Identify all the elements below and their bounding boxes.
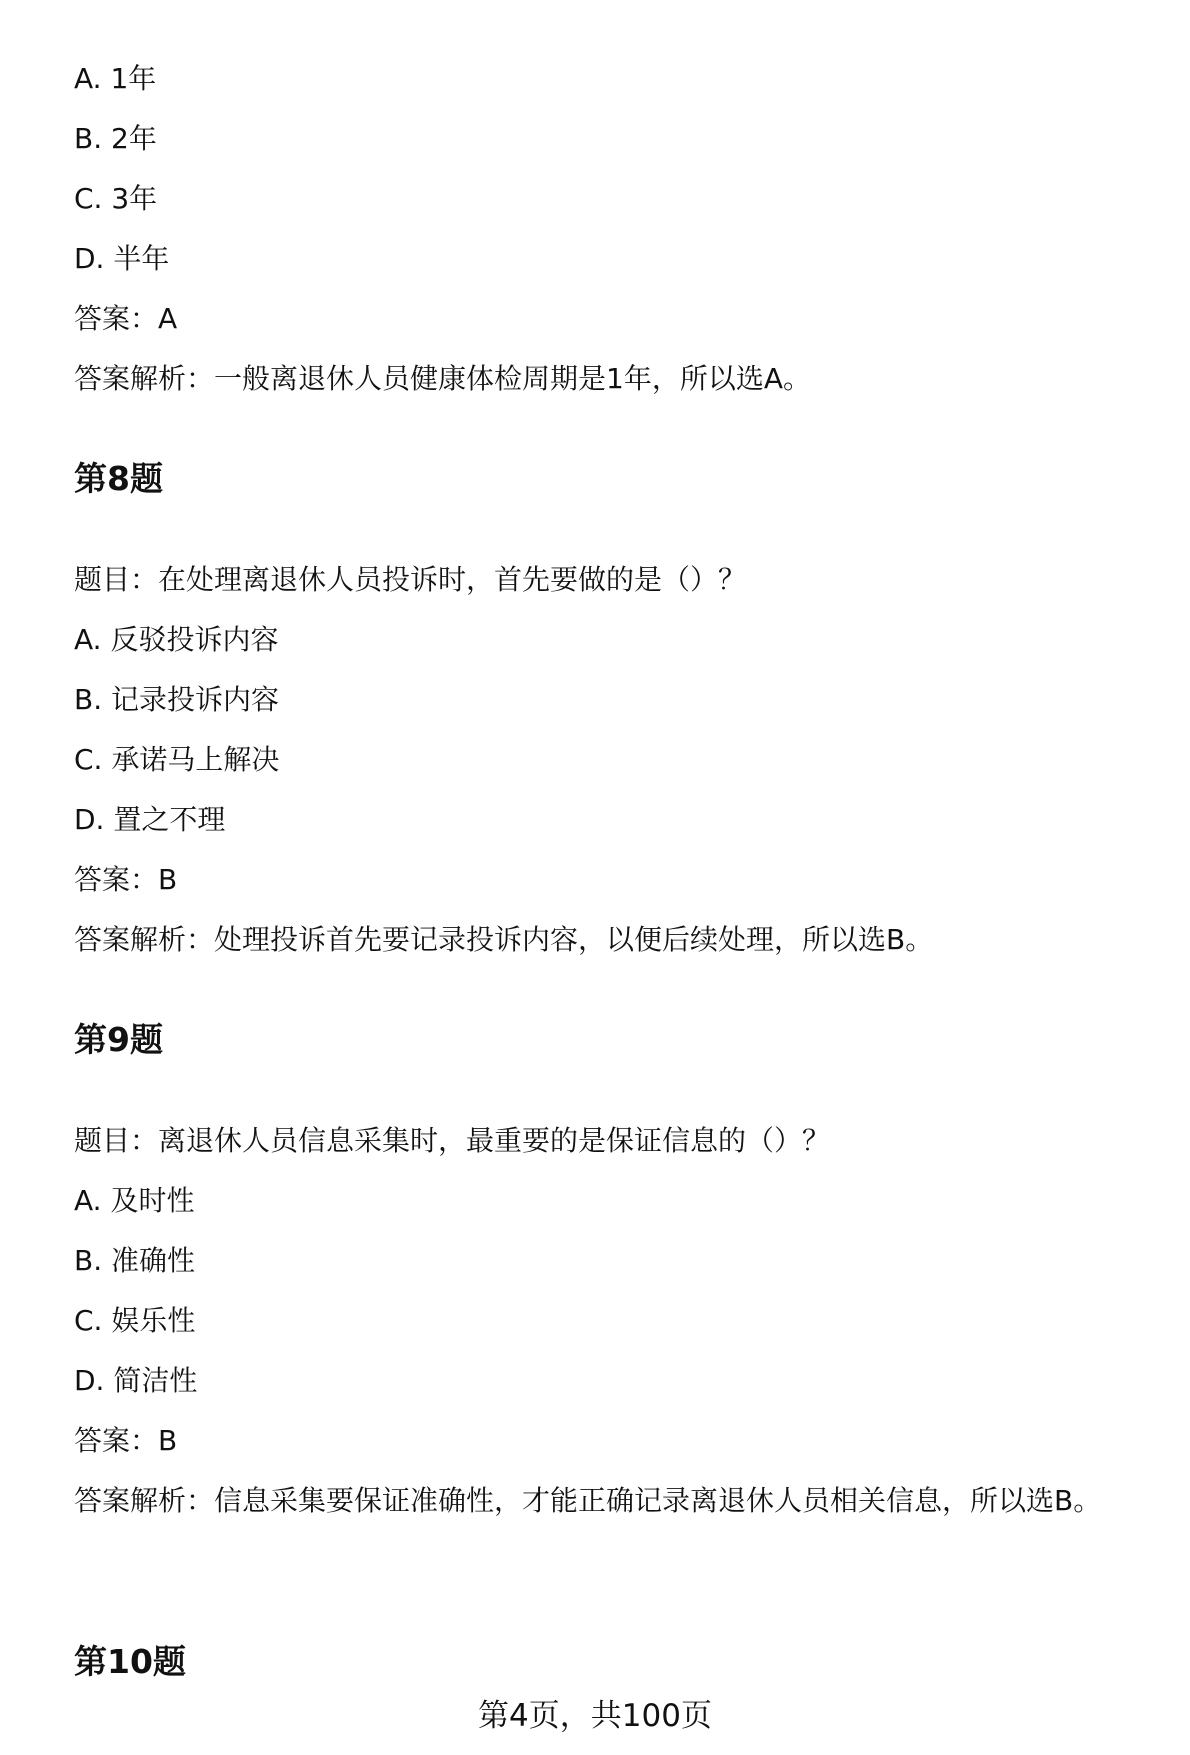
q7-option-d: D. 半年 [74,242,170,275]
q9-option-d: D. 简洁性 [74,1364,198,1397]
q8-option-b: B. 记录投诉内容 [74,683,280,716]
q7-option-b: B. 2年 [74,122,157,155]
q9-heading: 第9题 [74,1020,163,1059]
q9-option-a: A. 及时性 [74,1184,195,1217]
q8-explanation: 答案解析：处理投诉首先要记录投诉内容，以便后续处理，所以选B。 [74,923,934,956]
q7-option-a: A. 1年 [74,62,157,95]
q8-option-d: D. 置之不理 [74,803,226,836]
q8-answer: 答案：B [74,863,178,896]
q9-explanation: 答案解析：信息采集要保证准确性，才能正确记录离退休人员相关信息，所以选B。 [74,1484,1102,1517]
q9-option-b: B. 准确性 [74,1244,196,1277]
q10-heading: 第10题 [74,1642,186,1681]
q8-heading: 第8题 [74,459,163,498]
q9-option-c: C. 娱乐性 [74,1304,196,1337]
q7-explanation: 答案解析：一般离退休人员健康体检周期是1年，所以选A。 [74,362,811,395]
q7-answer: 答案：A [74,302,178,335]
page-number-footer: 第4页，共100页 [478,1698,712,1734]
q8-question: 题目：在处理离退休人员投诉时，首先要做的是（）？ [74,563,747,596]
q7-option-c: C. 3年 [74,182,158,215]
q9-question: 题目：离退休人员信息采集时，最重要的是保证信息的（）？ [74,1124,831,1157]
q8-option-c: C. 承诺马上解决 [74,743,280,776]
q9-answer: 答案：B [74,1424,178,1457]
q8-option-a: A. 反驳投诉内容 [74,623,279,656]
